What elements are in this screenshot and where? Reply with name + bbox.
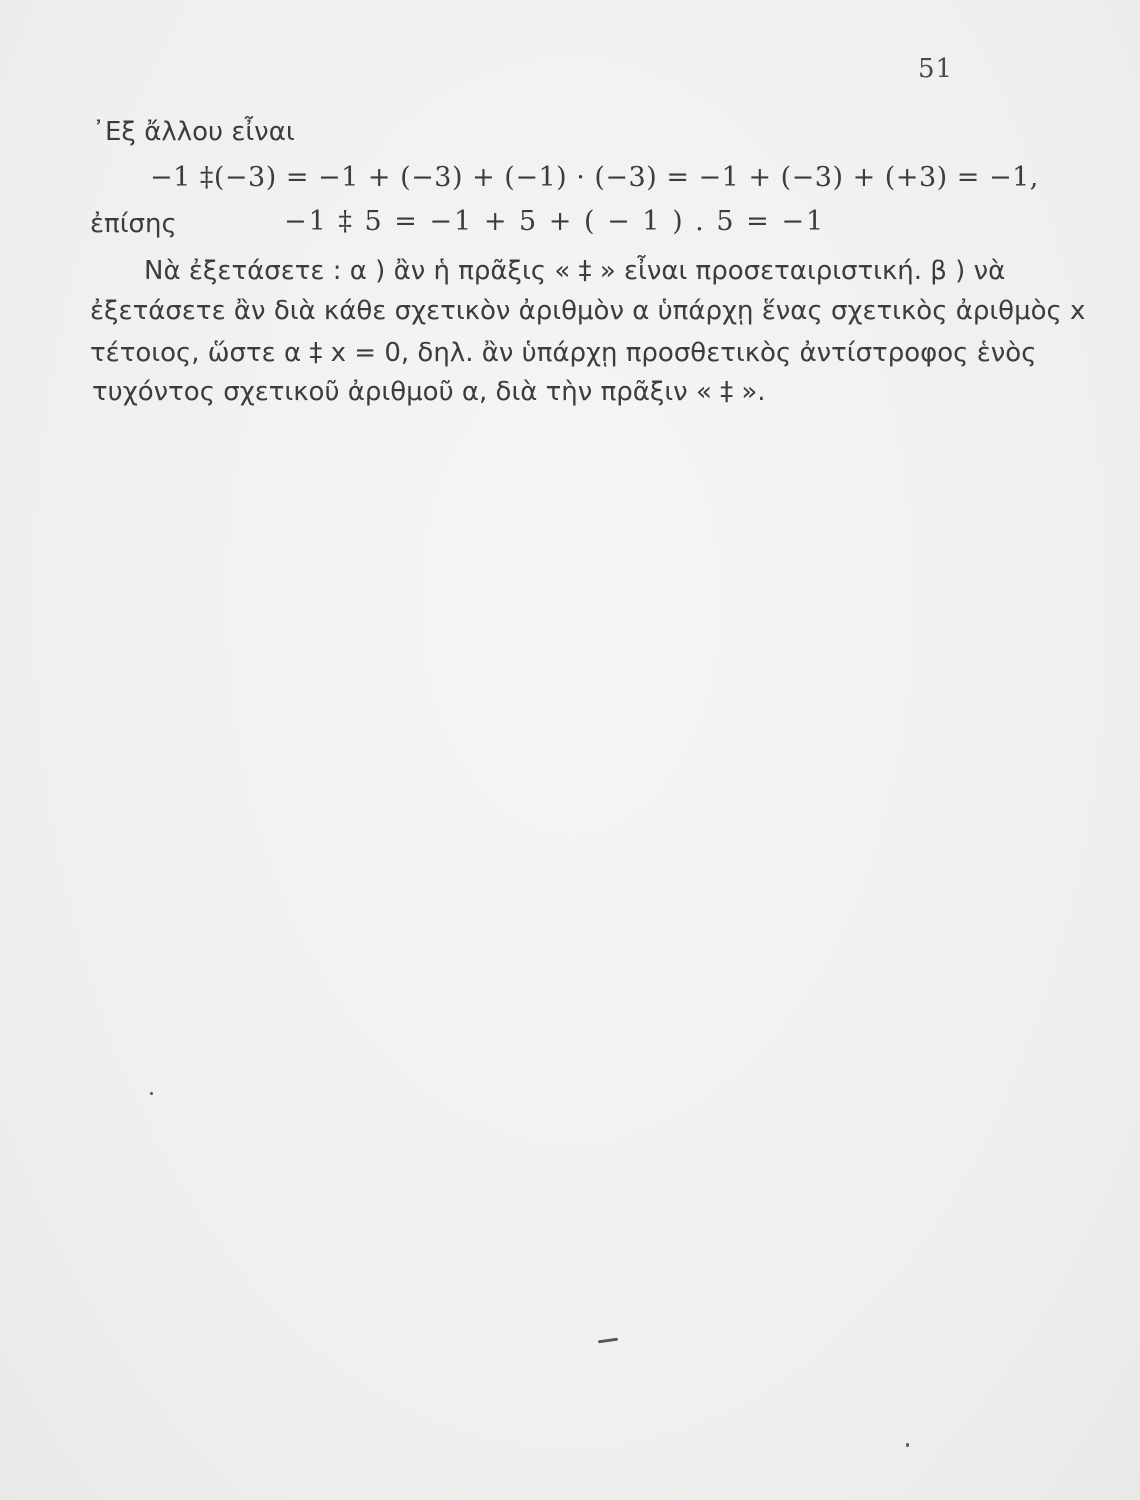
paragraph-line-2: ἐξετάσετε ἂν διὰ κάθε σχετικὸν ἀριθμὸν α ὑπάρχῃ ἕνας σχετικὸς ἀριθμὸς x [90, 296, 1086, 326]
equation-2: −1 ‡ 5 = −1 + 5 + ( − 1 ) . 5 = −1 [284, 206, 826, 237]
page-number: 51 [918, 54, 954, 84]
equation-1: −1 ‡(−3) = −1 + (−3) + (−1) · (−3) = −1 + (−3) + (+3) = −1, [150, 162, 1039, 193]
ink-dot [906, 1443, 909, 1447]
ink-dot [150, 1092, 153, 1095]
ink-mark [598, 1338, 618, 1344]
paragraph-line-4: τυχόντος σχετικοῦ ἀριθμοῦ α, διὰ τὴν πρᾶξιν « ‡ ». [92, 377, 766, 407]
equation-2-label: ἐπίσης [90, 209, 177, 239]
paragraph-line-3: τέτοιος, ὥστε α ‡ x = 0, δηλ. ἂν ὑπάρχῃ προσθετικὸς ἀντίστροφος ἑνὸς [90, 338, 1037, 368]
intro-text: ᾿Εξ ἄλλου εἶναι [92, 117, 295, 147]
paragraph-line-1: Νὰ ἐξετάσετε : α ) ἂν ἡ πρᾶξις « ‡ » εἶναι προσεταιριστική. β ) νὰ [144, 256, 1006, 286]
